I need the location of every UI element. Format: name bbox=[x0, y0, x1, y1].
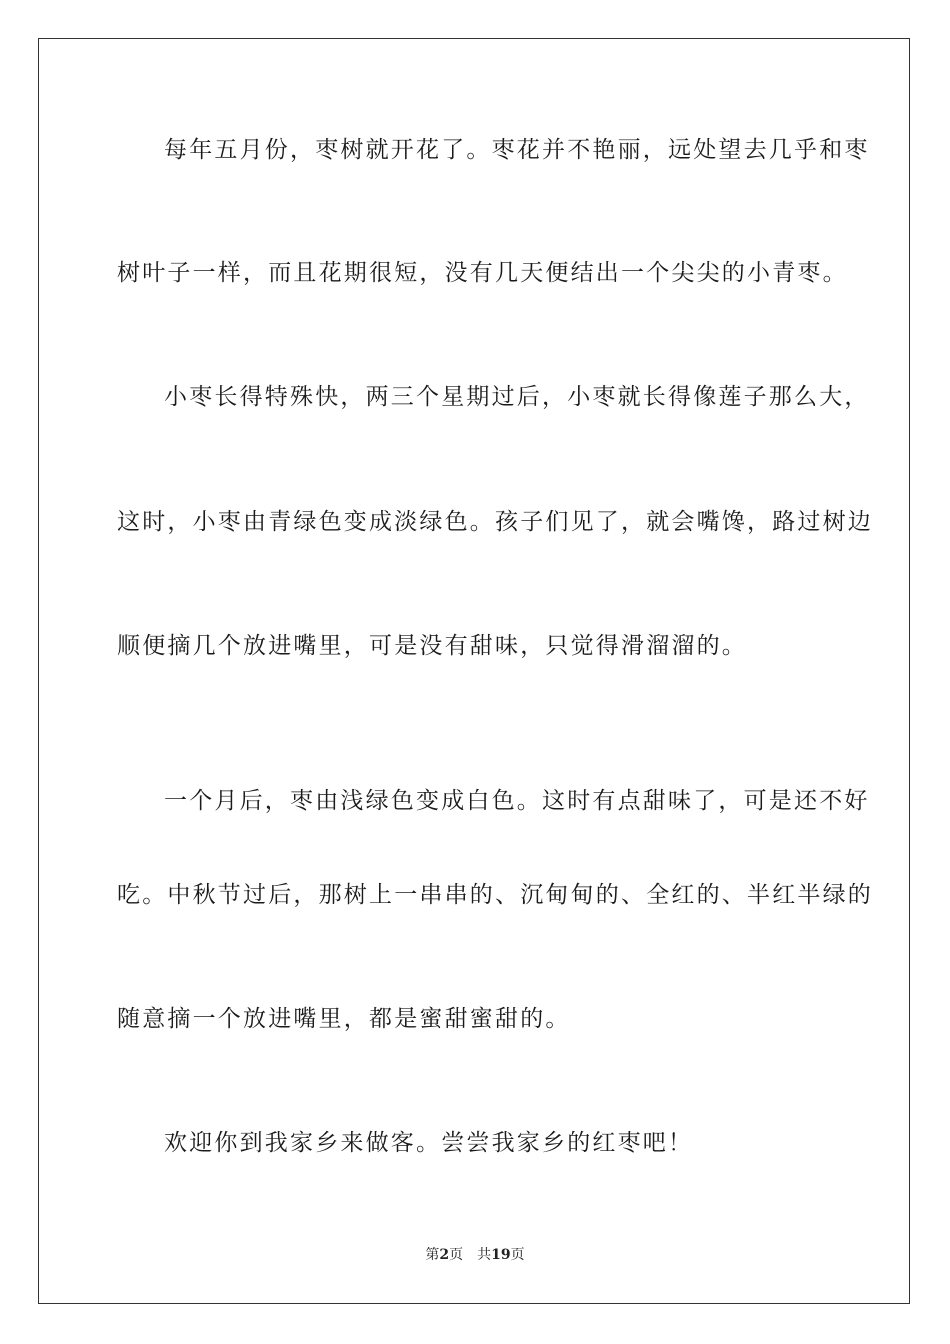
paragraph-3-line-2: 吃。中秋节过后，那树上一串串的、沉甸甸的、全红的、半红半绿的 bbox=[117, 882, 873, 908]
paragraph-4-line-1: 欢迎你到我家乡来做客。尝尝我家乡的红枣吧！ bbox=[164, 1130, 694, 1156]
footer-page-number: 2 bbox=[439, 1247, 450, 1263]
paragraph-2-line-2: 这时，小枣由青绿色变成淡绿色。孩子们见了，就会嘴馋，路过树边 bbox=[117, 509, 873, 535]
paragraph-2-line-1: 小枣长得特殊快，两三个星期过后，小枣就长得像莲子那么大， bbox=[164, 384, 870, 410]
paragraph-2-line-3: 顺便摘几个放进嘴里，可是没有甜味，只觉得滑溜溜的。 bbox=[117, 633, 747, 659]
paragraph-3-line-1: 一个月后，枣由浅绿色变成白色。这时有点甜味了，可是还不好 bbox=[164, 788, 870, 814]
footer-total-prefix: 共 bbox=[477, 1247, 492, 1263]
footer-page-prefix: 第 bbox=[425, 1247, 440, 1263]
footer-total-pages: 19 bbox=[491, 1247, 511, 1263]
footer-page-suffix: 页 bbox=[449, 1247, 464, 1263]
paragraph-1-line-1: 每年五月份，枣树就开花了。枣花并不艳丽，远处望去几乎和枣 bbox=[164, 137, 870, 163]
footer-total-suffix: 页 bbox=[510, 1247, 525, 1263]
page-border bbox=[38, 38, 910, 1304]
paragraph-3-line-3: 随意摘一个放进嘴里，都是蜜甜蜜甜的。 bbox=[117, 1006, 571, 1032]
page-footer bbox=[0, 1244, 950, 1264]
paragraph-1-line-2: 树叶子一样，而且花期很短，没有几天便结出一个尖尖的小青枣。 bbox=[117, 260, 848, 286]
